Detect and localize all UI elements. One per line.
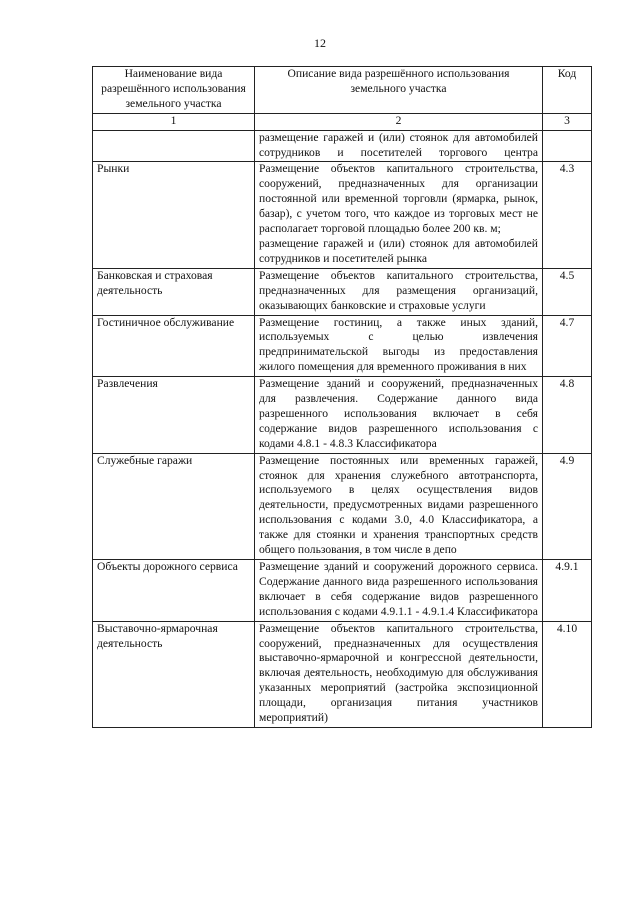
row-name: Объекты дорожного сервиса [93,560,255,622]
column-number: 3 [543,113,592,130]
column-number-row [93,113,592,130]
header-description: Описание вида разрешённого использования земельного участка [255,67,543,114]
row-description [255,268,543,315]
description-paragraph: Размещение зданий и сооружений, предназначенных для развлечения. Содержание данного вида разрешенного использования включает в себя содержание видов разрешенного использования с кодами 4.8.1 - 4.8.3 Классификатора [259,377,538,450]
row-code: 4.9.1 [543,560,592,622]
row-description [255,621,543,727]
table-row [93,621,592,727]
row-code: 4.9 [543,453,592,559]
row-name: Выставочно-ярмарочная деятельность [93,621,255,727]
description-paragraph: размещение гаражей и (или) стоянок для автомобилей сотрудников и посетителей рынка [259,236,538,265]
description-paragraph: Размещение объектов капитального строительства, сооружений, предназначенных для организации постоянной или временной торговли (ярмарка, рынок, базар), с учетом того, что каждое из торговых мест не располагает торговой площадью более 200 кв. м; [259,162,538,236]
row-code: 4.3 [543,162,592,268]
row-name: Банковская и страховая деятельность [93,268,255,315]
description-paragraph: Размещение зданий и сооружений дорожного сервиса. Содержание данного вида разрешенного использования включает в себя содержание видов разрешенного использования с кодами 4.9.1.1 - 4.9.1.4 Классификатора [259,560,538,618]
description-paragraph: размещение гаражей и (или) стоянок для автомобилей сотрудников и посетителей торгового центра [259,130,538,159]
row-code: 4.5 [543,268,592,315]
land-use-table [92,66,592,728]
description-paragraph: Размещение объектов капитального строительства, предназначенных для размещения организаций, оказывающих банковские и страховые услуги [259,268,538,312]
row-name: Служебные гаражи [93,453,255,559]
row-name: Развлечения [93,377,255,454]
table-header-row [93,67,592,114]
row-description [255,453,543,559]
table-row [93,453,592,559]
table-row [93,377,592,454]
row-code [543,130,592,162]
table-row [93,560,592,622]
row-description [255,560,543,622]
column-number: 2 [255,113,543,130]
table-row [93,130,592,162]
column-number: 1 [93,113,255,130]
description-paragraph: Размещение объектов капитального строительства, сооружений, предназначенных для осуществления выставочно-ярмарочной и конгрессной деятельности, включая деятельность, необходимую для обслуживания указанных мероприятий (застройка экспозиционной площади, организация питания участников мероприятий) [259,621,538,725]
header-code: Код [543,67,592,114]
row-name [93,130,255,162]
description-paragraph: Размещение гостиниц, а также иных зданий, используемых с целью извлечения предпринимательской выгоды из предоставления жилого помещения для временного проживания в них [259,315,538,374]
description-paragraph: Размещение постоянных или временных гаражей, стоянок для хранения служебного автотранспорта, используемого в целях осуществления видов деятельности, предусмотренных видами разрешенного использования с кодами 3.0, 4.0 Классификатора, а также для стоянки и хранения транспортных средств общего пользования, в том числе в депо [259,453,538,557]
row-code: 4.7 [543,315,592,377]
row-description [255,130,543,162]
row-code: 4.8 [543,377,592,454]
row-description [255,377,543,454]
row-name: Гостиничное обслуживание [93,315,255,377]
row-name: Рынки [93,162,255,268]
table-row [93,268,592,315]
row-description [255,315,543,377]
row-description [255,162,543,268]
header-name: Наименование вида разрешённого использования земельного участка [93,67,255,114]
table-row [93,315,592,377]
row-code: 4.10 [543,621,592,727]
page-number: 12 [314,36,326,50]
table-row [93,162,592,268]
